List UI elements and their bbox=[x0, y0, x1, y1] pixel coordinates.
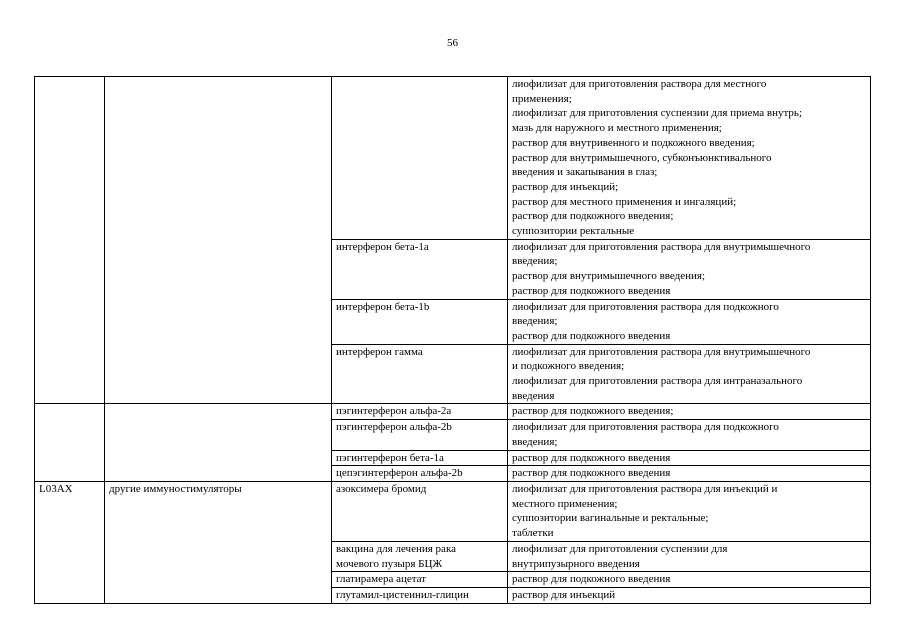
dosage-form-line: лиофилизат для приготовления суспензии для приема внутрь; bbox=[512, 107, 803, 120]
dosage-form-line: местного применения; bbox=[512, 497, 618, 510]
dosage-form-line: раствор для подкожного введения bbox=[512, 573, 671, 586]
dosage-form-line: раствор для подкожного введения bbox=[512, 284, 671, 297]
dosage-forms-cell bbox=[508, 404, 871, 420]
dosage-form-line: таблетки bbox=[512, 527, 554, 540]
dosage-form-line: раствор для инъекций bbox=[512, 588, 616, 601]
dosage-form-line: лиофилизат для приготовления раствора для интраназального bbox=[512, 375, 803, 388]
dosage-form-line: раствор для инъекций; bbox=[512, 180, 619, 193]
dosage-form-line: раствор для внутримышечного, субконъюнктивального bbox=[512, 151, 772, 164]
dosage-forms-cell bbox=[508, 541, 871, 571]
dosage-form-line: лиофилизат для приготовления раствора для местного bbox=[512, 78, 767, 90]
dosage-form-line: раствор для местного применения и ингаляций; bbox=[512, 195, 737, 208]
drug-name-cell: пэгинтерферон бета-1a bbox=[332, 450, 508, 466]
drug-group-cell: другие иммуностимуляторы bbox=[105, 481, 332, 603]
atc-code-cell bbox=[35, 404, 105, 482]
dosage-form-line: лиофилизат для приготовления суспензии для bbox=[512, 542, 728, 555]
dosage-forms-cell bbox=[508, 420, 871, 450]
dosage-form-line: лиофилизат для приготовления раствора для подкожного bbox=[512, 421, 779, 434]
dosage-form-line: лиофилизат для приготовления раствора для инъекций и bbox=[512, 482, 778, 495]
drug-name-line: вакцина для лечения рака bbox=[336, 542, 457, 555]
dosage-form-line: применения; bbox=[512, 92, 572, 105]
drug-name-cell: цепэгинтерферон альфа-2b bbox=[332, 466, 508, 482]
dosage-form-line: и подкожного введения; bbox=[512, 360, 625, 373]
dosage-form-line: суппозитории вагинальные и ректальные; bbox=[512, 512, 709, 525]
dosage-forms-cell bbox=[508, 344, 871, 404]
dosage-form-line: раствор для подкожного введения; bbox=[512, 405, 674, 418]
dosage-form-line: раствор для внутривенного и подкожного введения; bbox=[512, 136, 755, 149]
dosage-form-line: введения; bbox=[512, 255, 558, 268]
table-row bbox=[35, 481, 871, 541]
drug-name-cell: интерферон бета-1b bbox=[332, 299, 508, 344]
drug-name-cell: интерферон бета-1a bbox=[332, 239, 508, 299]
dosage-forms-cell bbox=[508, 572, 871, 588]
drug-name-cell: пэгинтерферон альфа-2a bbox=[332, 404, 508, 420]
dosage-forms-cell bbox=[508, 299, 871, 344]
dosage-forms-cell bbox=[508, 450, 871, 466]
dosage-form-line: внутрипузырного введения bbox=[512, 557, 640, 570]
dosage-form-line: раствор для подкожного введения bbox=[512, 467, 671, 480]
dosage-form-line: введения и закапывания в глаз; bbox=[512, 166, 658, 179]
drug-name-cell bbox=[332, 541, 508, 571]
atc-code-cell: L03AX bbox=[35, 481, 105, 603]
table-row bbox=[35, 404, 871, 420]
dosage-forms-cell bbox=[508, 466, 871, 482]
dosage-forms-cell bbox=[508, 587, 871, 603]
drug-name-cell: глутамил-цистеинил-глицин bbox=[332, 587, 508, 603]
atc-code-cell bbox=[35, 77, 105, 404]
dosage-form-line: лиофилизат для приготовления раствора для внутримышечного bbox=[512, 345, 811, 358]
drug-table bbox=[34, 76, 871, 604]
drug-group-cell bbox=[105, 404, 332, 482]
dosage-form-line: суппозитории ректальные bbox=[512, 225, 635, 238]
dosage-form-line: введения; bbox=[512, 435, 558, 448]
drug-name-cell bbox=[332, 77, 508, 240]
table-row bbox=[35, 77, 871, 240]
drug-name-cell: азоксимера бромид bbox=[332, 481, 508, 541]
dosage-form-line: лиофилизат для приготовления раствора для внутримышечного bbox=[512, 240, 811, 253]
dosage-forms-cell bbox=[508, 481, 871, 541]
dosage-form-line: мазь для наружного и местного применения; bbox=[512, 122, 722, 135]
drug-name-cell: пэгинтерферон альфа-2b bbox=[332, 420, 508, 450]
dosage-forms-cell bbox=[508, 239, 871, 299]
dosage-form-line: введения; bbox=[512, 315, 558, 328]
page-number: 56 bbox=[447, 37, 458, 49]
dosage-form-line: введения bbox=[512, 389, 555, 402]
drug-name-cell: интерферон гамма bbox=[332, 344, 508, 404]
dosage-forms-cell bbox=[508, 77, 871, 240]
dosage-form-line: раствор для подкожного введения bbox=[512, 451, 671, 464]
dosage-form-line: раствор для внутримышечного введения; bbox=[512, 270, 706, 283]
dosage-form-line: лиофилизат для приготовления раствора для подкожного bbox=[512, 300, 779, 313]
dosage-form-line: раствор для подкожного введения; bbox=[512, 210, 674, 223]
drug-name-line: мочевого пузыря БЦЖ bbox=[336, 557, 443, 570]
drug-group-cell bbox=[105, 77, 332, 404]
drug-name-cell: глатирамера ацетат bbox=[332, 572, 508, 588]
dosage-form-line: раствор для подкожного введения bbox=[512, 329, 671, 342]
